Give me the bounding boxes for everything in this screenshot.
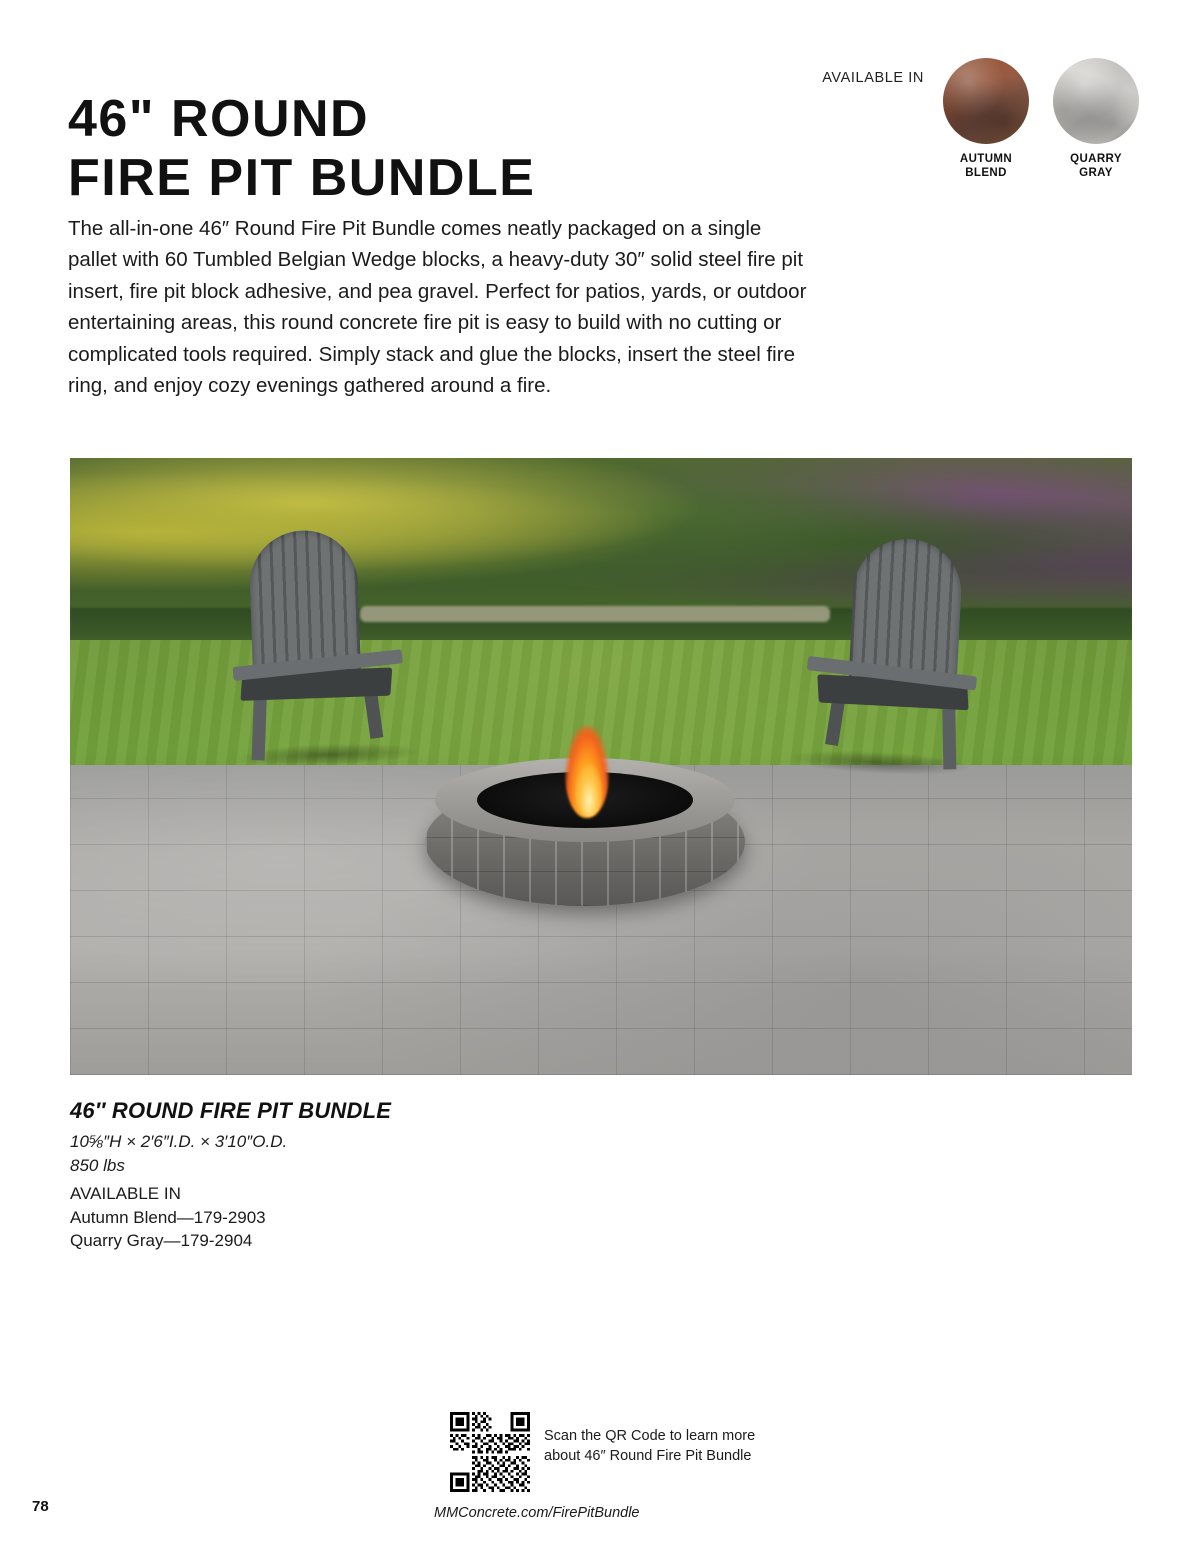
qr-instruction-line-2: about 46″ Round Fire Pit Bundle xyxy=(544,1448,752,1464)
page-title-line-2: FIRE PIT BUNDLE xyxy=(68,149,536,208)
photo-adirondack-chair-left xyxy=(218,527,426,764)
photo-adirondack-chair-right xyxy=(782,533,994,773)
spec-weight: 850 lbs xyxy=(70,1156,125,1175)
qr-instruction-text xyxy=(544,1412,755,1466)
color-swatch-group xyxy=(942,58,1140,181)
photo-fire-pit xyxy=(425,758,745,908)
footer-url[interactable]: MMConcrete.com/FirePitBundle xyxy=(434,1505,640,1521)
swatch-autumn-blend-name-line-1: AUTUMN xyxy=(959,153,1013,165)
product-description: The all-in-one 46″ Round Fire Pit Bundle comes neatly packaged on a single pallet with 60 Tumbled Belgian Wedge blocks, a heavy-duty 30″ solid steel fire pit insert, fire pit block adhesive, and pea gravel. Perfect for patios, yards, or outdoor entertaining areas, this round concrete fire pit is easy to build with no cutting or complicated tools required. Simply stack and glue the blocks, insert the steel fire ring, and enjoy cozy evenings gathered around a fire. xyxy=(68,216,807,398)
page-number: 78 xyxy=(32,1498,49,1515)
color-swatch-autumn-blend[interactable] xyxy=(942,58,1030,181)
chair-leg xyxy=(252,692,267,760)
spec-sku-quarry-gray: Quarry Gray—179-2904 xyxy=(70,1231,253,1250)
photo-path xyxy=(360,606,830,622)
qr-code-icon[interactable] xyxy=(450,1412,530,1492)
spec-product-name: 46″ ROUND FIRE PIT BUNDLE xyxy=(70,1098,392,1123)
spec-available-in-label: AVAILABLE IN xyxy=(70,1184,181,1203)
swatch-quarry-gray-icon xyxy=(1053,58,1139,144)
product-spec-block xyxy=(70,1098,670,1254)
spec-sku-autumn-blend: Autumn Blend—179-2903 xyxy=(70,1208,266,1227)
chair-leg xyxy=(942,701,956,769)
swatch-quarry-gray-name-line-1: QUARRY xyxy=(1070,153,1122,165)
fire-flame-inner-icon xyxy=(575,764,603,816)
page-title xyxy=(68,90,768,209)
qr-code-block[interactable] xyxy=(450,1412,755,1492)
swatch-autumn-blend-icon xyxy=(943,58,1029,144)
spec-dimensions: 10⅝″H × 2′6″I.D. × 3′10″O.D. xyxy=(70,1132,288,1151)
product-photo xyxy=(70,458,1132,1075)
available-in-label: AVAILABLE IN xyxy=(822,70,924,86)
available-colors-header xyxy=(770,58,1140,181)
qr-instruction-line-1: Scan the QR Code to learn more xyxy=(544,1428,756,1444)
color-swatch-quarry-gray[interactable] xyxy=(1052,58,1140,181)
swatch-quarry-gray-name-line-2: GRAY xyxy=(1079,167,1113,180)
swatch-autumn-blend-name-line-2: BLEND xyxy=(965,167,1007,180)
page-title-line-1: 46" ROUND xyxy=(68,89,370,148)
